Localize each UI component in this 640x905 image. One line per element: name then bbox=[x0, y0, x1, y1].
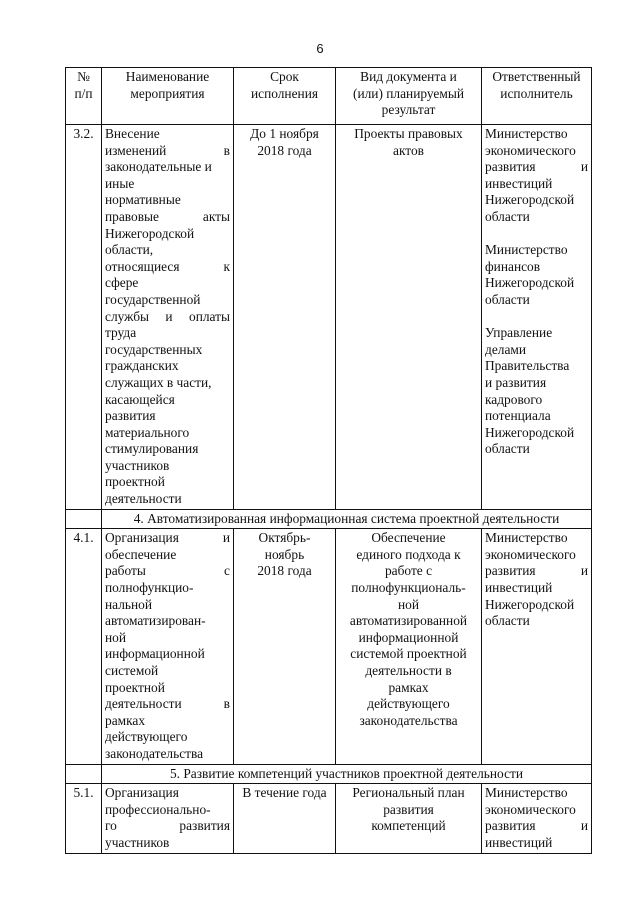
text-line: Нижегородской bbox=[105, 225, 195, 241]
section-heading-row bbox=[66, 509, 592, 529]
text-line: изменений в bbox=[105, 142, 230, 158]
text-line: области bbox=[485, 613, 530, 629]
text-line: действующего bbox=[367, 696, 450, 712]
header-number bbox=[66, 68, 102, 125]
text-line: № bbox=[77, 69, 90, 84]
text-line: актов bbox=[393, 142, 424, 158]
executor-block bbox=[485, 325, 588, 458]
text-line: Министерство bbox=[485, 126, 568, 141]
header-responsible bbox=[482, 68, 592, 125]
deadline bbox=[234, 784, 336, 853]
text-line: развития и bbox=[485, 818, 588, 834]
text-line: Обеспечение bbox=[371, 530, 446, 546]
text-line: экономического bbox=[485, 546, 576, 562]
deadline bbox=[234, 529, 336, 764]
text-line: Региональный план bbox=[352, 785, 465, 801]
text-line: сфере bbox=[105, 275, 139, 291]
deadline bbox=[234, 125, 336, 510]
text-line: государственной bbox=[105, 291, 201, 307]
text-line: информационной bbox=[105, 646, 205, 662]
text-line: области, bbox=[105, 242, 154, 258]
text-line: До 1 ноября bbox=[250, 126, 319, 141]
document-result bbox=[336, 529, 482, 764]
text-line: развития bbox=[383, 801, 434, 817]
text-line: В течение года bbox=[242, 785, 327, 801]
text-line: развития bbox=[105, 408, 156, 424]
action-plan-table bbox=[65, 67, 592, 854]
text-line: Октябрь- bbox=[258, 530, 311, 546]
table-row bbox=[66, 529, 592, 764]
text-line: мероприятия bbox=[130, 85, 205, 101]
text-line: экономического bbox=[485, 142, 576, 158]
text-line: нальной bbox=[105, 596, 153, 612]
document-result bbox=[336, 784, 482, 853]
text-line: Министерство bbox=[485, 242, 568, 258]
text-line: иные bbox=[105, 175, 135, 191]
executor-block bbox=[485, 242, 588, 308]
text-line: служащих в части, bbox=[105, 374, 212, 390]
text-line: проектной bbox=[105, 679, 165, 695]
header-deadline bbox=[234, 68, 336, 125]
section-title: 5. Развитие компетенций участников проектной деятельности bbox=[102, 764, 592, 784]
text-line: государственных bbox=[105, 341, 203, 357]
text-line: Организация и bbox=[105, 530, 230, 546]
text-line: законодательства bbox=[359, 712, 458, 728]
text-line: (или) планируемый bbox=[352, 85, 465, 101]
text-line: рамках bbox=[105, 712, 146, 728]
text-line: Срок bbox=[270, 69, 299, 84]
text-line: кадрового bbox=[485, 391, 543, 407]
text-line: работе с bbox=[384, 563, 433, 579]
text-line: нормативные bbox=[105, 192, 181, 208]
text-line: Нижегородской bbox=[485, 596, 575, 612]
document-result bbox=[336, 125, 482, 510]
text-line: ной bbox=[105, 629, 127, 645]
text-line: участников bbox=[105, 457, 170, 473]
text-line: области bbox=[485, 291, 530, 307]
text-line: исполнитель bbox=[500, 85, 573, 101]
text-line: инвестиций bbox=[485, 834, 553, 850]
text-line: Вид документа и bbox=[360, 69, 457, 84]
text-line: Ответственный bbox=[492, 69, 581, 84]
text-line: Нижегородской bbox=[485, 424, 575, 440]
text-line: законодательства bbox=[105, 745, 204, 761]
row-number: 4.1. bbox=[66, 529, 102, 764]
text-line: информационной bbox=[358, 629, 459, 645]
text-line: экономического bbox=[485, 801, 576, 817]
section-heading-row bbox=[66, 764, 592, 784]
text-line: финансов bbox=[485, 258, 541, 274]
text-line: деятельности bbox=[105, 491, 182, 507]
text-line: законодательные и bbox=[105, 159, 212, 175]
text-line: исполнения bbox=[250, 85, 319, 101]
text-line: стимулирования bbox=[105, 441, 199, 457]
text-line: Министерство bbox=[485, 530, 568, 546]
text-line: работы с bbox=[105, 563, 230, 579]
text-line: развития и bbox=[485, 563, 588, 579]
text-line: развития и bbox=[485, 159, 588, 175]
text-line: Управление bbox=[485, 325, 553, 341]
text-line: действующего bbox=[105, 729, 188, 745]
page-number: 6 bbox=[316, 41, 324, 56]
responsible-executors bbox=[482, 125, 592, 510]
text-line: системой bbox=[105, 663, 159, 678]
text-line: ной bbox=[397, 596, 420, 612]
text-line: труда bbox=[105, 325, 137, 341]
text-line: системой проектной bbox=[350, 646, 467, 662]
text-line: Нижегородской bbox=[485, 275, 575, 291]
text-line: и развития bbox=[485, 374, 547, 390]
header-event-name bbox=[102, 68, 234, 125]
text-line: делами bbox=[485, 341, 527, 357]
text-line: Организация bbox=[105, 785, 179, 801]
text-line: материального bbox=[105, 424, 190, 440]
responsible-executors bbox=[482, 784, 592, 853]
table-header-row bbox=[66, 68, 592, 125]
text-line: автоматизирован- bbox=[105, 613, 206, 629]
text-line: Внесение bbox=[105, 126, 160, 141]
text-line: автоматизированной bbox=[349, 613, 468, 629]
text-line: единого подхода к bbox=[356, 546, 461, 562]
text-line: инвестиций bbox=[485, 580, 553, 596]
table-row bbox=[66, 125, 592, 510]
text-line: полнофункцио- bbox=[105, 580, 194, 596]
text-line: профессионально- bbox=[105, 801, 211, 817]
text-line: деятельности в bbox=[365, 663, 452, 678]
text-line: полнофункциональ- bbox=[351, 580, 466, 596]
text-line: гражданских bbox=[105, 358, 179, 374]
text-line: участников bbox=[105, 834, 170, 850]
text-line: правовые акты bbox=[105, 208, 230, 224]
text-line: Министерство bbox=[485, 785, 568, 801]
text-line: результат bbox=[381, 102, 436, 118]
text-line: деятельности в bbox=[105, 696, 230, 712]
section-number-cell bbox=[66, 764, 102, 784]
text-line: Наименование bbox=[125, 69, 210, 84]
text-line: ноябрь bbox=[264, 546, 305, 562]
event-name bbox=[102, 784, 234, 853]
text-line: проектной bbox=[105, 474, 165, 490]
event-name bbox=[102, 529, 234, 764]
text-line: службы и оплаты bbox=[105, 308, 230, 324]
text-line: 2018 года bbox=[257, 142, 312, 158]
row-number: 3.2. bbox=[66, 125, 102, 510]
event-name bbox=[102, 125, 234, 510]
header-document-result bbox=[336, 68, 482, 125]
section-title: 4. Автоматизированная информационная система проектной деятельности bbox=[102, 509, 592, 529]
text-line: инвестиций bbox=[485, 175, 553, 191]
text-line: области bbox=[485, 441, 530, 457]
row-number: 5.1. bbox=[66, 784, 102, 853]
executor-block bbox=[485, 126, 588, 226]
text-line: потенциала bbox=[485, 408, 551, 424]
text-line: го развития bbox=[105, 818, 230, 834]
text-line: Нижегородской bbox=[485, 192, 575, 208]
text-line: рамках bbox=[388, 679, 429, 695]
text-line: Правительства bbox=[485, 358, 570, 374]
responsible-executors bbox=[482, 529, 592, 764]
section-number-cell bbox=[66, 509, 102, 529]
text-line: Проекты правовых bbox=[354, 126, 463, 141]
text-line: области bbox=[485, 208, 530, 224]
table-row bbox=[66, 784, 592, 853]
text-line: обеспечение bbox=[105, 546, 177, 562]
text-line: относящиеся к bbox=[105, 258, 230, 274]
text-line: п/п bbox=[74, 85, 93, 101]
text-line: компетенций bbox=[371, 818, 446, 834]
text-line: 2018 года bbox=[257, 563, 312, 579]
text-line: касающейся bbox=[105, 391, 175, 407]
